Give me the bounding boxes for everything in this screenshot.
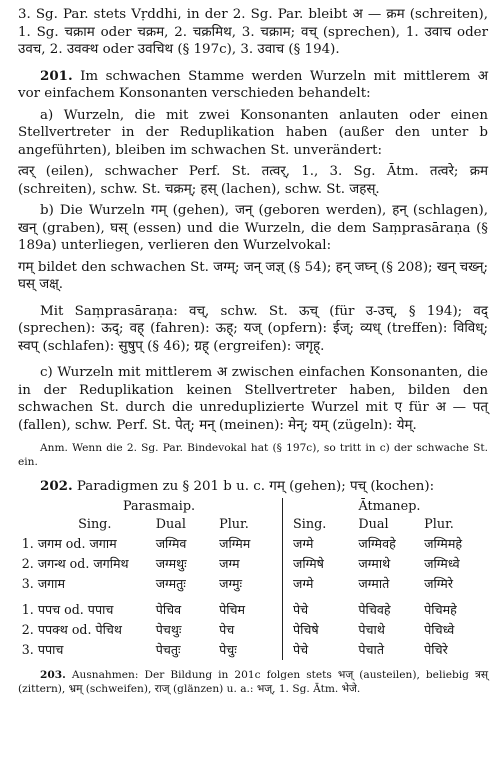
number-header-row <box>18 516 488 534</box>
section-202-heading <box>18 478 488 496</box>
rule-c: c) Wurzeln mit mittlerem अ zwischen einfachen Konsonanten, die in der Reduplikation keinen Stellvertreter haben, bilden den schwachen St. durch die unreduplizierte Wurzel mit ए für अ — पत् (fallen), schw. Perf. St. पेत्; मन् (meinen): मेन्; यम् (zügeln): येम्. <box>18 365 488 433</box>
section-202-title: Paradigmen zu § 201 b u. c. गम् (gehen); पच् (kochen): <box>76 479 435 494</box>
atmanepada-label: Ātmanep. <box>358 499 421 514</box>
annotation-note: Anm. Wenn die 2. Sg. Par. Bindevokal hat (§ 197c), so tritt in c) der schwache St. ein. <box>18 442 488 468</box>
table-row: 2. पपक्थ od. पेचिथ पेचथुः पेच पेचिषे पेचाथे पेचिध्वे <box>18 620 488 640</box>
col-head-dual: Dual <box>155 517 186 532</box>
rule-b: b) Die Wurzeln गम् (gehen), जन् (geboren werden), हन् (schlagen), खन् (graben), घस् (essen) und die Wurzeln, die dem Saṃprasāraṇa (§ 189a) unterliegen, verlieren den Wurzelvokal: <box>18 203 488 253</box>
section-number-202: 202. <box>40 478 73 494</box>
col-head-atm-plur: Plur. <box>424 517 454 532</box>
table-row: 1. जगम od. जगाम जग्मिव जग्मिम जग्मे जग्मिवहे जग्मिमहे <box>18 534 488 554</box>
paradigm-table <box>18 498 488 660</box>
section-203 <box>18 668 488 696</box>
rule-a: a) Wurzeln, die mit zwei Konsonanten anlauten oder einen Stellvertreter in der Reduplikation haben (außer den unter b angeführten), bleiben im schwachen St. unverändert: <box>18 107 488 158</box>
col-head-plur: Plur. <box>219 517 249 532</box>
table-row: 2. जगन्थ od. जगमिथ जग्मथुः जग्म जग्मिषे जग्माथे जग्मिध्वे <box>18 554 488 574</box>
table-row: 3. पपाच पेचतुः पेचुः पेचे पेचाते पेचिरे <box>18 640 488 660</box>
rule-a-examples: त्वर् (eilen), schwacher Perf. St. तत्वर्, 1., 3. Sg. Ātm. तत्वरे; क्रम (schreiten), schw. St. चक्रम्; हस् (lachen), schw. St. जहस्. <box>18 164 488 197</box>
table-row: 3. जगाम जग्मतुः जग्मुः जग्मे जग्माते जग्मिरे <box>18 574 488 594</box>
col-head-atm-sing: Sing. <box>292 517 327 532</box>
section-number-203: 203. <box>40 668 66 681</box>
paragraph-perfect-strong: 3. Sg. Par. stets Vṛddhi, in der 2. Sg. Par. bleibt अ — क्रम (schreiten), 1. Sg. चक्राम oder चक्रम, 2. चक्रमिथ, 3. चक्राम; वच् (sprechen), 1. उवाच oder उवच, 2. उवक्थ oder उवचिथ (§ 197c), 3. उवाच (§ 194). <box>18 7 488 57</box>
parasmaipada-label: Parasmaip. <box>123 499 196 514</box>
col-head-atm-dual: Dual <box>358 517 389 532</box>
col-head-sing: Sing. <box>78 517 112 532</box>
rule-b-examples: गम् bildet den schwachen St. जग्म्; जन् जज्ञ् (§ 54); हन् जघ्न् (§ 208); खन् चख्न्; घस् जक्ष्. <box>18 259 488 292</box>
rule-b-samprasarana: Mit Saṃprasāraṇa: वच्, schw. St. ऊच् (für उ-उच्, § 194); वद् (sprechen): ऊद्; वह् (fahren): ऊह्; यज् (opfern): ईज्; व्यध् (treffen): विविध्; स्वप् (schlafen): सुषुप् (§ 46); ग्रह् (ergreifen): जगृह्. <box>18 303 488 354</box>
section-number-201: 201. <box>40 67 73 84</box>
voice-header-row <box>18 498 488 516</box>
section-203-text: Ausnahmen: Der Bildung in 201c folgen stets भज् (austeilen), beliebig त्रस् (zittern), भ्रम् (schweifen), राज् (glänzen) u. a.: भज्, 1. Sg. Ātm. भेजे. <box>18 668 488 695</box>
section-201-intro <box>18 68 488 103</box>
table-row: 1. पपच od. पपाच पेचिव पेचिम पेचे पेचिवहे पेचिमहे <box>18 600 488 620</box>
section-201-text: Im schwachen Stamme werden Wurzeln mit mittlerem अ vor einfachem Konsonanten verschieden behandelt: <box>18 68 488 101</box>
